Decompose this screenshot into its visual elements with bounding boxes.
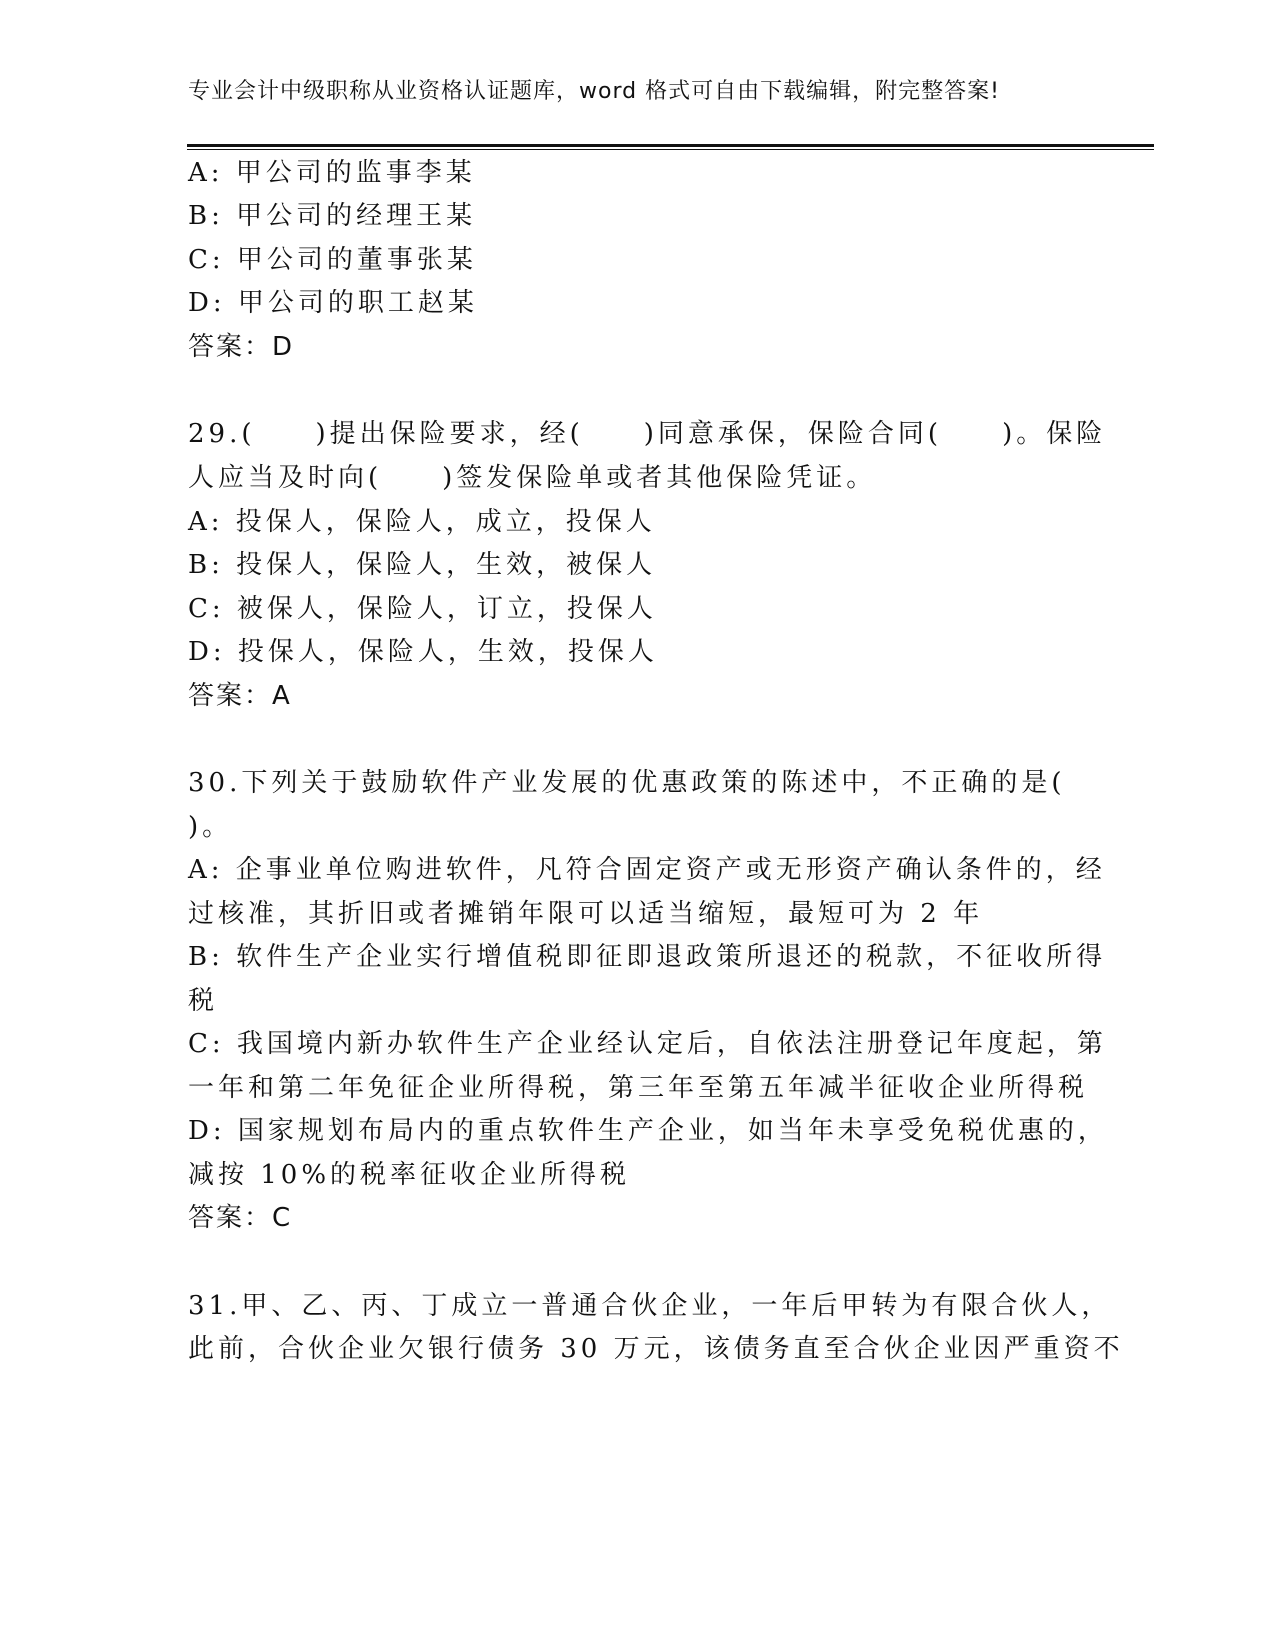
q30-option-b-line-2: 税 <box>188 986 219 1016</box>
q31-stem-line-1: 31.甲、乙、丙、丁成立一普通合伙企业，一年后甲转为有限合伙人， <box>188 1291 1112 1321</box>
q28-option-a: A: 甲公司的监事李某 <box>188 158 476 188</box>
q30-answer: 答案：C <box>188 1203 293 1233</box>
q30-option-c-line-2: 一年和第二年免征企业所得税，第三年至第五年减半征收企业所得税 <box>188 1073 1089 1103</box>
q30-stem-line-1: 30.下列关于鼓励软件产业发展的优惠政策的陈述中，不正确的是( <box>188 768 1066 798</box>
q30-option-a-line-2: 过核准，其折旧或者摊销年限可以适当缩短，最短可为 2 年 <box>188 899 984 929</box>
header-rule-thin <box>187 149 1154 150</box>
q30-option-a-line-1: A: 企事业单位购进软件，凡符合固定资产或无形资产确认条件的，经 <box>188 855 1106 885</box>
q29-stem-line-2: 人应当及时向( )签发保险单或者其他保险凭证。 <box>188 463 877 493</box>
q28-option-c: C: 甲公司的董事张某 <box>188 245 477 275</box>
q30-option-d-line-2: 减按 10%的税率征收企业所得税 <box>188 1160 631 1190</box>
q28-answer: 答案：D <box>188 332 295 362</box>
q30-stem-line-2: )。 <box>188 812 233 842</box>
q29-stem-line-1: 29.( )提出保险要求，经( )同意承保，保险合同( )。保险 <box>188 419 1107 449</box>
q29-option-c: C: 被保人，保险人，订立，投保人 <box>188 594 657 624</box>
q29-option-b: B: 投保人，保险人，生效，被保人 <box>188 550 657 580</box>
q29-answer: 答案：A <box>188 681 292 711</box>
q29-option-a: A: 投保人，保险人，成立，投保人 <box>188 507 656 537</box>
q30-option-d-line-1: D: 国家规划布局内的重点软件生产企业，如当年未享受免税优惠的， <box>188 1116 1108 1146</box>
q28-option-d: D: 甲公司的职工赵某 <box>188 288 478 318</box>
q30-option-c-line-1: C: 我国境内新办软件生产企业经认定后，自依法注册登记年度起，第 <box>188 1029 1107 1059</box>
q30-option-b-line-1: B: 软件生产企业实行增值税即征即退政策所退还的税款，不征收所得 <box>188 942 1107 972</box>
header-rule-thick <box>187 144 1154 147</box>
q31-stem-line-2: 此前，合伙企业欠银行债务 30 万元，该债务直至合伙企业因严重资不 <box>188 1334 1124 1364</box>
page-header: 专业会计中级职称从业资格认证题库，word 格式可自由下载编辑，附完整答案! <box>188 79 1000 104</box>
q29-option-d: D: 投保人，保险人，生效，投保人 <box>188 637 658 667</box>
q28-option-b: B: 甲公司的经理王某 <box>188 201 477 231</box>
